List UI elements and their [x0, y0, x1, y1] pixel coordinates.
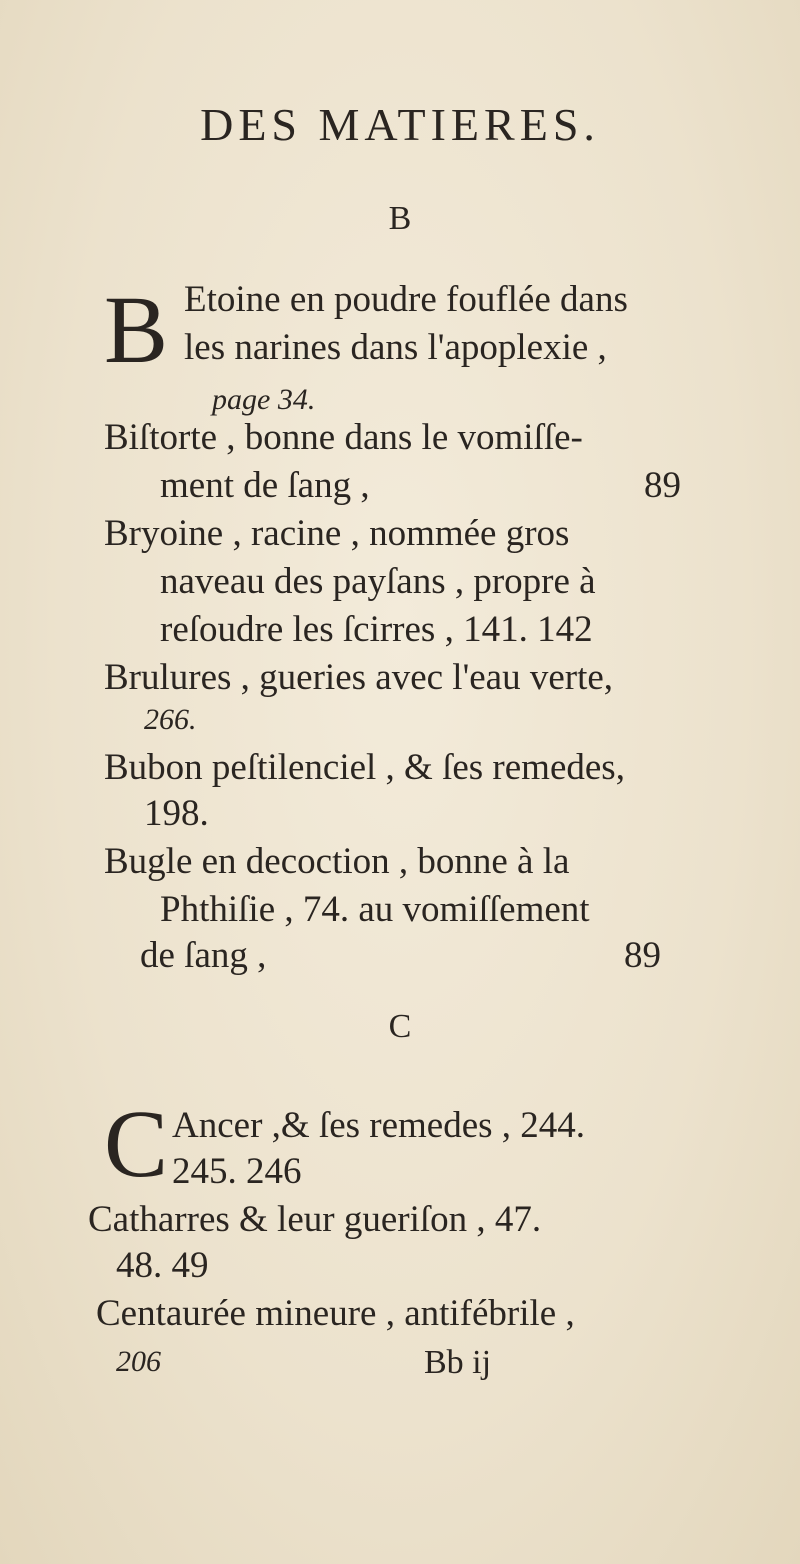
entry-line: Ancer ,& ſes remedes , 244. [172, 1105, 586, 1146]
entry-line: naveau des payſans , propre à [160, 561, 596, 602]
entry-line: 245. 246 [172, 1151, 302, 1192]
page-number: 89 [644, 465, 681, 506]
entry-line: Bugle en decoction , bonne à la [104, 841, 570, 882]
entry-line: 198. [144, 793, 209, 834]
entry-line: 206 [116, 1345, 161, 1378]
entry-line: Biſtorte , bonne dans le vomiſſe- [104, 417, 583, 458]
entry-line: Brulures , gueries avec l'eau verte, [104, 657, 614, 698]
entry-line: Phthiſie , 74. au vomiſſement [160, 889, 590, 930]
entry-line: Bubon peſtilenciel , & ſes remedes, [104, 747, 625, 788]
drop-cap-c: C [104, 1090, 169, 1197]
entry-line: Centaurée mineure , antifébrile , [96, 1293, 575, 1334]
page-number: 89 [624, 935, 661, 976]
entry-line: 48. 49 [116, 1245, 209, 1286]
drop-cap-b: B [104, 276, 169, 383]
section-letter-c: C [388, 1008, 412, 1045]
entry-line: Bryoine , racine , nommée gros [104, 513, 570, 554]
entry-line: 266. [144, 703, 197, 736]
running-header: DES MATIERES. [200, 99, 600, 150]
entry-line: reſoudre les ſcirres , 141. 142 [160, 609, 593, 650]
entry-line: de ſang , [140, 935, 267, 976]
entry-line: les narines dans l'apoplexie , [184, 327, 607, 368]
entry-line: Catharres & leur gueriſon , 47. [88, 1199, 542, 1240]
entry-line: Etoine en poudre fouflée dans [184, 279, 628, 320]
entry-line: page 34. [212, 383, 316, 416]
signature-mark: Bb ij [424, 1344, 492, 1381]
section-letter-b: B [388, 200, 412, 237]
entry-line: ment de ſang , [160, 465, 370, 506]
